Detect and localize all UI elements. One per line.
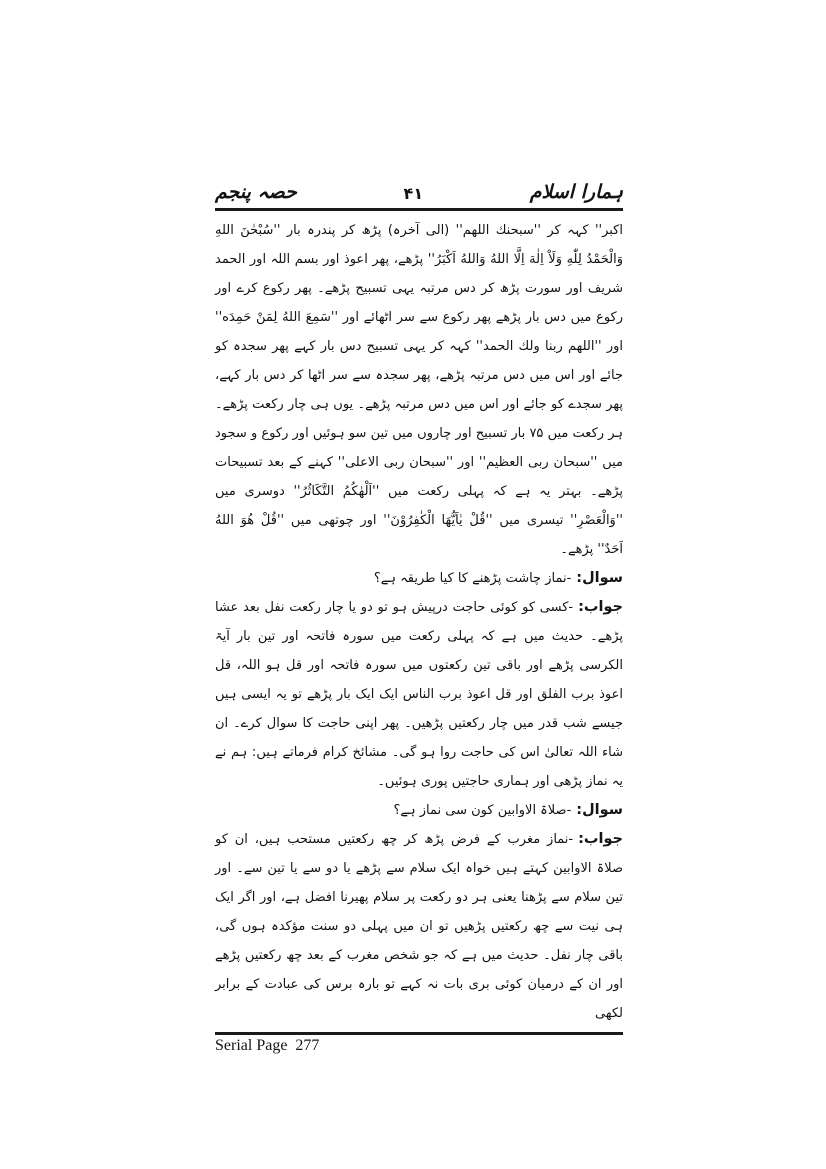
question-1-label: سوال: bbox=[576, 570, 623, 586]
answer-1-label: جواب: bbox=[578, 599, 623, 615]
answer-1 bbox=[215, 593, 623, 796]
part-title: حصہ پنجم bbox=[215, 181, 297, 203]
answer-2-label: جواب: bbox=[578, 831, 623, 847]
answer-1-text: -کسی کو کوئی حاجت درپیش ہو تو دو یا چار رکعت نفل بعد عشا پڑھے۔ حدیث میں ہے کہ پہلی رکعت میں سورہ فاتحہ اور تین بار آیۃ الکرسی پڑھے اور باقی تین رکعتوں میں سورہ فاتحہ اور قل ہو اللہ، قل اعوذ برب الفلق اور قل اعوذ برب الناس ایک ایک بار پڑھے تو یہ ایسی ہیں جیسے شب قدر میں چار رکعتیں پڑھیں۔ پھر اپنی حاجت کا سوال کرے۔ ان شاء اللہ تعالیٰ اس کی حاجت روا ہو گی۔ مشائخ کرام فرماتے ہیں: ہم نے یہ نماز پڑھی اور ہماری حاجتیں پوری ہوئیں۔ bbox=[215, 600, 623, 789]
paragraph-continuation: اکبر'' کہہ کر ''سبحنك اللهم'' (الی آخرہ) پڑھ کر پندرہ بار ''سُبْحٰنَ اللهِ وَالْحَمْدُ لِلّٰهِ وَلَاْ اِلٰهَ اِلَّا اللهُ وَاللهُ اَكْبَرُ'' پڑھے، پھر اعوذ اور بسم اللہ اور الحمد شریف اور سورت پڑھ کر دس مرتبہ یہی تسبیح پڑھے۔ پھر رکوع کرے اور رکوع میں دس بار پڑھے پھر رکوع سے سر اٹھائے اور ''سَمِعَ اللهُ لِمَنْ حَمِدَه'' اور ''اللهم ربنا ولك الحمد'' کہہ کر یہی تسبیح دس بار کہے پھر سجدہ کو جائے اور اس میں دس مرتبہ پڑھے، پھر سجدہ سے سر اٹھا کر دس بار کہے، پھر سجدے کو جائے اور اس میں دس مرتبہ پڑھے۔ یوں ہی چار رکعت پڑھے۔ ہر رکعت میں ۷۵ بار تسبیح اور چاروں میں تین سو ہوئیں اور رکوع و سجود میں ''سبحان ربی العظیم'' اور ''سبحان ربی الاعلی'' کہنے کے بعد تسبیحات پڑھے۔ بہتر یہ ہے کہ پہلی رکعت میں ''اَلْهٰكُمُ التَّكَاثُرُ'' دوسری میں ''وَالْعَصْرِ'' تیسری میں ''قُلْ يٰاَيُّهَا الْكٰفِرُوْنَ'' اور چوتھی میں ''قُلْ هُوَ اللهُ اَحَدٌ'' پڑھے۔ bbox=[215, 223, 624, 557]
text-column bbox=[215, 180, 623, 1055]
question-2-label: سوال: bbox=[576, 802, 623, 818]
page-footer bbox=[215, 1035, 623, 1055]
question-2 bbox=[215, 796, 623, 825]
page-header bbox=[215, 180, 623, 211]
serial-page-label: Serial Page 277 bbox=[215, 1037, 320, 1054]
question-1 bbox=[215, 564, 623, 593]
book-title: ہمارا اسلام bbox=[529, 181, 623, 203]
body-text bbox=[215, 211, 623, 1028]
question-1-text: -نماز چاشت پڑھنے کا کیا طریقہ ہے؟ bbox=[373, 571, 572, 586]
page-number: ۴۱ bbox=[403, 184, 424, 203]
answer-2-text: -نماز مغرب کے فرض پڑھ کر چھ رکعتیں مستحب ہیں، ان کو صلاۃ الاوابین کہتے ہیں خواہ ایک سلام سے پڑھے یا دو سے یا تین سے۔ اور تین سلام سے پڑھنا یعنی ہر دو رکعت پر سلام پھیرنا افضل ہے، اور اگر ایک ہی نیت سے چھ رکعتیں پڑھیں تو ان میں پہلی دو سنت مؤکدہ ہوں گی، باقی چار نفل۔ حدیث میں ہے کہ جو شخص مغرب کے بعد چھ رکعتیں پڑھے اور ان کے درمیان کوئی بری بات نہ کہے تو بارہ برس کی عبادت کے برابر لکھی bbox=[215, 832, 623, 1021]
question-2-text: -صلاۃ الاوابین کون سی نماز ہے؟ bbox=[393, 803, 572, 818]
answer-2 bbox=[215, 825, 623, 1028]
